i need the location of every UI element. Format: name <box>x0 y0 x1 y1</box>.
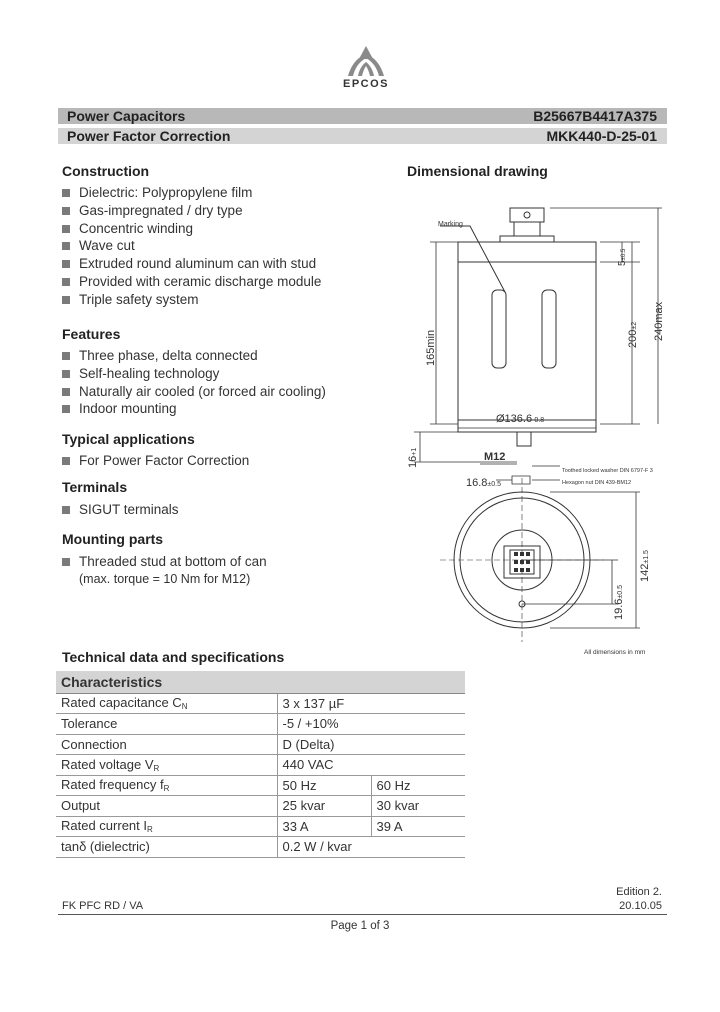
table-row <box>56 714 465 735</box>
dim-5-label: 5±0.5 <box>617 248 628 266</box>
table-row <box>56 837 465 858</box>
list-item: Dielectric: Polypropylene film <box>62 184 321 202</box>
list-item: Extruded round aluminum can with stud <box>62 255 321 273</box>
applications-heading: Typical applications <box>62 431 195 447</box>
dim-168-label: 16.8±0.5 <box>466 477 501 489</box>
row-value: 0.2 W / kvar <box>277 837 465 858</box>
list-item: Naturally air cooled (or forced air cooling) <box>62 383 326 401</box>
dim-196-label: 19.6±0.5 <box>613 585 625 620</box>
product-subcategory: Power Factor Correction <box>67 128 231 144</box>
terminal-pin <box>526 552 530 556</box>
brand-name: EPCOS <box>342 78 389 90</box>
terminal-pin <box>526 560 530 564</box>
table-row <box>56 693 465 714</box>
table-row <box>56 734 465 755</box>
can-body <box>458 262 596 420</box>
marking-leader <box>440 226 505 292</box>
table-row <box>56 796 465 817</box>
row-label: Connection <box>56 734 277 755</box>
row-value-60hz: 60 Hz <box>371 775 465 796</box>
table-row <box>56 816 465 837</box>
terminal-screw <box>524 212 530 218</box>
m12-label: M12 <box>484 451 506 463</box>
terminal-pin <box>520 552 524 556</box>
list-item: Threaded stud at bottom of can <box>62 553 267 571</box>
torque-note: (max. torque = 10 Nm for M12) <box>79 572 251 586</box>
marking-window-left <box>492 290 506 368</box>
page-number: Page 1 of 3 <box>330 920 390 932</box>
dim-200-label: 200±2 <box>627 321 639 348</box>
terminal-pin <box>526 568 530 572</box>
footer-divider <box>58 914 667 915</box>
dim-165-label: 165min <box>425 329 437 366</box>
type-number: MKK440-D-25-01 <box>546 128 657 144</box>
mounting-list <box>62 553 267 571</box>
row-label: Tolerance <box>56 714 277 735</box>
list-item: Provided with ceramic discharge module <box>62 273 321 291</box>
table-header <box>56 671 465 693</box>
construction-heading: Construction <box>62 163 150 179</box>
marking-window-right <box>542 290 556 368</box>
epcos-logo <box>326 44 406 94</box>
dim-240-label: 240max <box>653 301 665 341</box>
date-label: 20.10.05 <box>619 900 662 912</box>
washer-leaders <box>532 466 560 480</box>
dim-168-line <box>496 476 530 484</box>
list-item: Gas-impregnated / dry type <box>62 202 321 220</box>
dimensional-drawing <box>400 196 670 661</box>
edition-label: Edition 2. <box>616 886 662 898</box>
order-number: B25667B4417A375 <box>533 108 657 124</box>
list-item: Concentric winding <box>62 220 321 238</box>
marking-label: Marking <box>438 221 463 228</box>
terminal-pin <box>514 560 518 564</box>
row-label: Rated current $I_R$ <box>56 816 277 837</box>
mounting-stud <box>517 432 531 446</box>
terminal-pin <box>514 552 518 556</box>
terminal-pin <box>520 560 524 564</box>
list-item: Wave cut <box>62 237 321 255</box>
row-label: Rated capacitance $C_N$ <box>56 693 277 714</box>
characteristics-header: Characteristics <box>56 671 465 693</box>
list-item: Triple safety system <box>62 291 321 309</box>
row-label: tanδ (dielectric) <box>56 837 277 858</box>
features-heading: Features <box>62 326 121 342</box>
product-bar <box>58 108 667 124</box>
department-label: FK PFC RD / VA <box>62 900 144 912</box>
washer-label: Toothed locked washer DIN 6797-F 3 <box>562 468 653 474</box>
row-value-50hz: 50 Hz <box>277 775 371 796</box>
terminal-pin <box>520 568 524 572</box>
specs-table <box>56 671 465 858</box>
row-label: Rated frequency $f_R$ <box>56 775 277 796</box>
row-value-50hz: 33 A <box>277 816 371 837</box>
nut-label: Hexagon nut DIN 439-BM12 <box>562 480 632 486</box>
list-item: Self-healing technology <box>62 365 326 383</box>
row-value-60hz: 39 A <box>371 816 465 837</box>
can-top-band <box>458 242 596 262</box>
drawing-heading: Dimensional drawing <box>407 163 548 179</box>
list-item: Three phase, delta connected <box>62 347 326 365</box>
all-dimensions-note: All dimensions in mm <box>584 649 646 656</box>
row-value-60hz: 30 kvar <box>371 796 465 817</box>
list-item: Indoor mounting <box>62 400 326 418</box>
row-value-50hz: 25 kvar <box>277 796 371 817</box>
row-label: Output <box>56 796 277 817</box>
terminals-list <box>62 501 179 519</box>
product-category: Power Capacitors <box>67 108 186 124</box>
list-item: For Power Factor Correction <box>62 452 249 470</box>
epcos-logo-icon <box>326 44 406 78</box>
row-label: Rated voltage $V_R$ <box>56 755 277 776</box>
dim-142-label: 142±1.5 <box>639 550 651 582</box>
table-row <box>56 755 465 776</box>
terminal-body <box>514 222 540 236</box>
table-row <box>56 775 465 796</box>
row-value: D (Delta) <box>277 734 465 755</box>
row-value: 3 x 137 µF <box>277 693 465 714</box>
terminal-top <box>510 208 544 222</box>
dim-16-label: 16+1 <box>407 447 419 468</box>
specs-heading: Technical data and specifications <box>62 649 285 665</box>
mounting-heading: Mounting parts <box>62 531 164 547</box>
dim-diameter-label: Ø136.6-0.8 <box>496 413 545 425</box>
list-item: SIGUT terminals <box>62 501 179 519</box>
terminals-heading: Terminals <box>62 479 128 495</box>
features-list <box>62 347 326 418</box>
subtitle-bar <box>58 128 667 144</box>
dimension-extensions <box>550 208 662 424</box>
bottom-view <box>440 478 640 642</box>
row-value: -5 / +10% <box>277 714 465 735</box>
terminal-base <box>500 236 554 242</box>
row-value: 440 VAC <box>277 755 465 776</box>
applications-list <box>62 452 249 470</box>
construction-list <box>62 184 321 309</box>
terminal-pin <box>514 568 518 572</box>
dim-196-line <box>522 560 618 604</box>
